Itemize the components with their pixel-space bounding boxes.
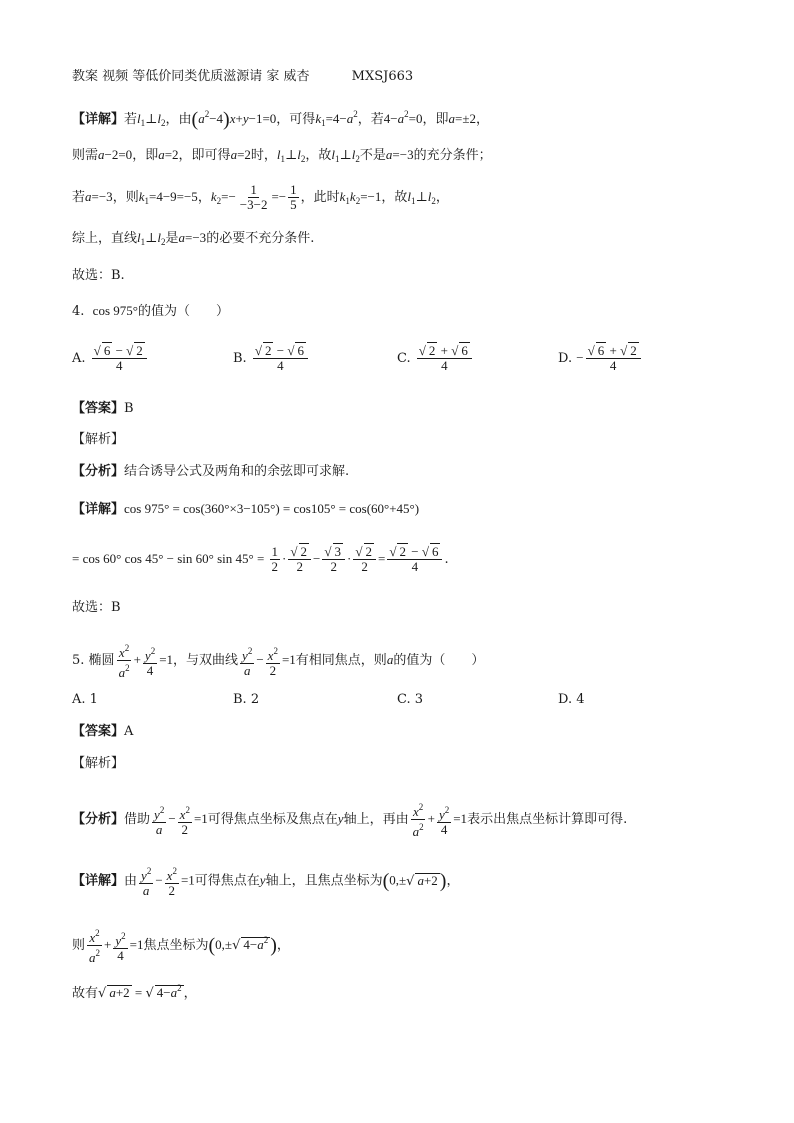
q5-option-b: B. 2 xyxy=(233,692,260,707)
q4-analysis-tag: 【解析】 xyxy=(72,432,125,447)
fenxi-text: 结合诱导公式及两角和的余弦即可求解. xyxy=(124,464,350,479)
text: 的充分条件； xyxy=(413,148,492,163)
text: 时， xyxy=(250,148,277,163)
text: 则 xyxy=(72,938,86,953)
q5-detail-line-3: 故有√ a+2 = √ $4-a^2$ ， xyxy=(72,979,197,1003)
q5-analysis-tag: 【解析】 xyxy=(72,756,125,771)
header-code: MXSJ663 xyxy=(351,69,414,84)
text: ，故 xyxy=(305,148,332,163)
detail-tag: 【详解】 xyxy=(72,873,125,889)
q5-stem: 5. 椭圆 $\frac{x^2}{a^2}$ + $\frac{y^2}{4}$ =1，与双曲线 $\frac{y^2}{a}$ − $\frac{x^2}{2}$ =1有相同焦点，则a的值为（ ） xyxy=(72,643,485,680)
text: 则需 xyxy=(72,148,99,163)
q5-fenxi: 【分析】借助 $\frac{y^2}{a}$ − $\frac{x^2}{2}$ =1可得焦点坐标及焦点在y轴上，再由 $\frac{x^2}{a^2}$ + $\frac{y^2}{4}$ =1表示出焦点坐标计算即可得. xyxy=(72,802,628,839)
text: ，即可得 xyxy=(178,148,231,163)
text: 轴上，再由 xyxy=(343,812,409,827)
question-number: 5. xyxy=(72,653,85,668)
text: ，若 xyxy=(357,112,384,127)
answer-tag: 【答案】 xyxy=(72,401,125,416)
text: ， xyxy=(446,873,460,889)
text: 由 xyxy=(124,873,138,889)
q5-option-c: C. 3 xyxy=(397,692,424,707)
text: 表示出焦点坐标计算即可得. xyxy=(467,812,628,827)
text: 综上，直线 xyxy=(72,231,138,246)
fenxi-tag: 【分析】 xyxy=(72,812,125,827)
text: ， xyxy=(276,938,290,953)
text: ，可得 xyxy=(276,112,316,127)
text: 若 xyxy=(124,112,138,127)
text: 不是 xyxy=(359,148,386,163)
option-label: C. xyxy=(397,351,411,366)
text: 故有 xyxy=(72,986,99,1001)
q5-detail-line-1: 【详解】由 $\frac{y^2}{a}$ − $\frac{x^2}{2}$ =1可得焦点在y轴上，且焦点坐标为(0,±√ a+2 )， xyxy=(72,864,459,898)
q4-answer xyxy=(72,400,134,418)
text: 可得焦点在 xyxy=(194,873,260,889)
text: ，则 xyxy=(112,190,139,205)
text: ， xyxy=(197,190,211,205)
text: 的值为（ ） xyxy=(137,304,229,319)
q3-detail-line-2: 则需a−2=0，即a=2，即可得a=2时，$l_1\perp l_2$，故$l_1\perp l_2$不是a=−3的充分条件； xyxy=(72,147,492,164)
text: 椭圆 xyxy=(88,653,115,668)
text: ，与双曲线 xyxy=(173,653,239,668)
text: ，此时 xyxy=(300,190,340,205)
text: 的必要不充分条件. xyxy=(206,231,315,246)
text: ，由 xyxy=(165,112,192,127)
text: 焦点坐标为 xyxy=(143,938,209,953)
text: 有相同焦点，则 xyxy=(295,653,387,668)
q5-detail-line-2: 则 $\frac{x^2}{a^2}$ + $\frac{y^2}{4}$ =1焦点坐标为(0,±√ $4-a^2$ )， xyxy=(72,926,290,965)
q4-option-c: C. √ $\frac{2 + √ 6}{4}$ xyxy=(397,344,474,373)
answer-value: B xyxy=(124,401,134,416)
text: 是 xyxy=(165,231,179,246)
option-label: D. xyxy=(558,351,573,366)
q3-detail-line-4: 综上，直线$l_1\perp l_2$是a=−3的必要不充分条件. xyxy=(72,230,315,247)
text: ， xyxy=(183,986,197,1001)
q4-fenxi xyxy=(72,463,349,481)
q4-option-a: A. √ $\frac{6 - √ 2}{4}$ xyxy=(72,344,149,373)
q5-option-d: D. 4 xyxy=(558,692,585,707)
q4-option-b: B. √ $\frac{2 - √ 6}{4}$ xyxy=(233,344,310,373)
fenxi-tag: 【分析】 xyxy=(72,464,125,479)
q5-answer xyxy=(72,723,133,741)
answer-value: A xyxy=(124,724,134,739)
text: ，即 xyxy=(422,112,449,127)
question-number: 4. xyxy=(72,304,85,319)
header-text: 教案 视频 等低价同类优质滋源请 家 威杏 xyxy=(72,69,310,84)
option-label: B. xyxy=(233,351,247,366)
answer-tag: 【答案】 xyxy=(72,724,125,739)
q3-detail-line-1: 【详解】若$l_1\perp l_2$，由$(a^2-4)x+y-1=0$，可得$k_1=4-a^2$，若$4-a^2=0$，即a=±2， xyxy=(72,108,489,131)
q5-option-a: A. 1 xyxy=(72,692,98,707)
text: 若 xyxy=(72,190,86,205)
text: 的值为（ ） xyxy=(393,653,485,668)
q4-detail-line-2: = cos 60° cos 45° − sin 60° sin 45° = $\frac{1}{2}$ · √ $\frac{2}{2}$ − √ $\frac{3}{2}$ · √ $\frac{2}{2}$ = √ $\frac{2 - √ 6}{4}$ . xyxy=(72,545,449,574)
text: ，即 xyxy=(132,148,159,163)
q4-choice: 故选：B xyxy=(72,600,121,615)
detail-tag: 【详解】 xyxy=(72,112,125,127)
text: 可得焦点坐标及焦点在 xyxy=(207,812,338,827)
option-label: A. xyxy=(72,351,86,366)
q4-option-d: D. − √ $\frac{6 + √ 2}{4}$ xyxy=(558,344,643,373)
text: 轴上，且焦点坐标为 xyxy=(265,873,383,889)
q3-choice: 故选：B. xyxy=(72,268,125,283)
watermark-header xyxy=(72,68,413,86)
text: ，故 xyxy=(381,190,408,205)
q3-detail-line-3: 若a=−3，则$k_1=4-9=-5$，$k_2=-$ $\frac{1}{-3-2}$ =− $\frac{1}{5}$ ，此时$k_1k_2=-1$，故$l_1\perp l_2$， xyxy=(72,182,449,212)
q4-stem: 4. cos 975°的值为（ ） xyxy=(72,303,229,319)
q4-detail-line-1: 【详解】cos 975° = cos(360°×3−105°) = cos105° = cos(60°+45°) xyxy=(72,501,420,517)
text: 借助 xyxy=(124,812,151,827)
detail-tag: 【详解】 xyxy=(72,502,125,517)
